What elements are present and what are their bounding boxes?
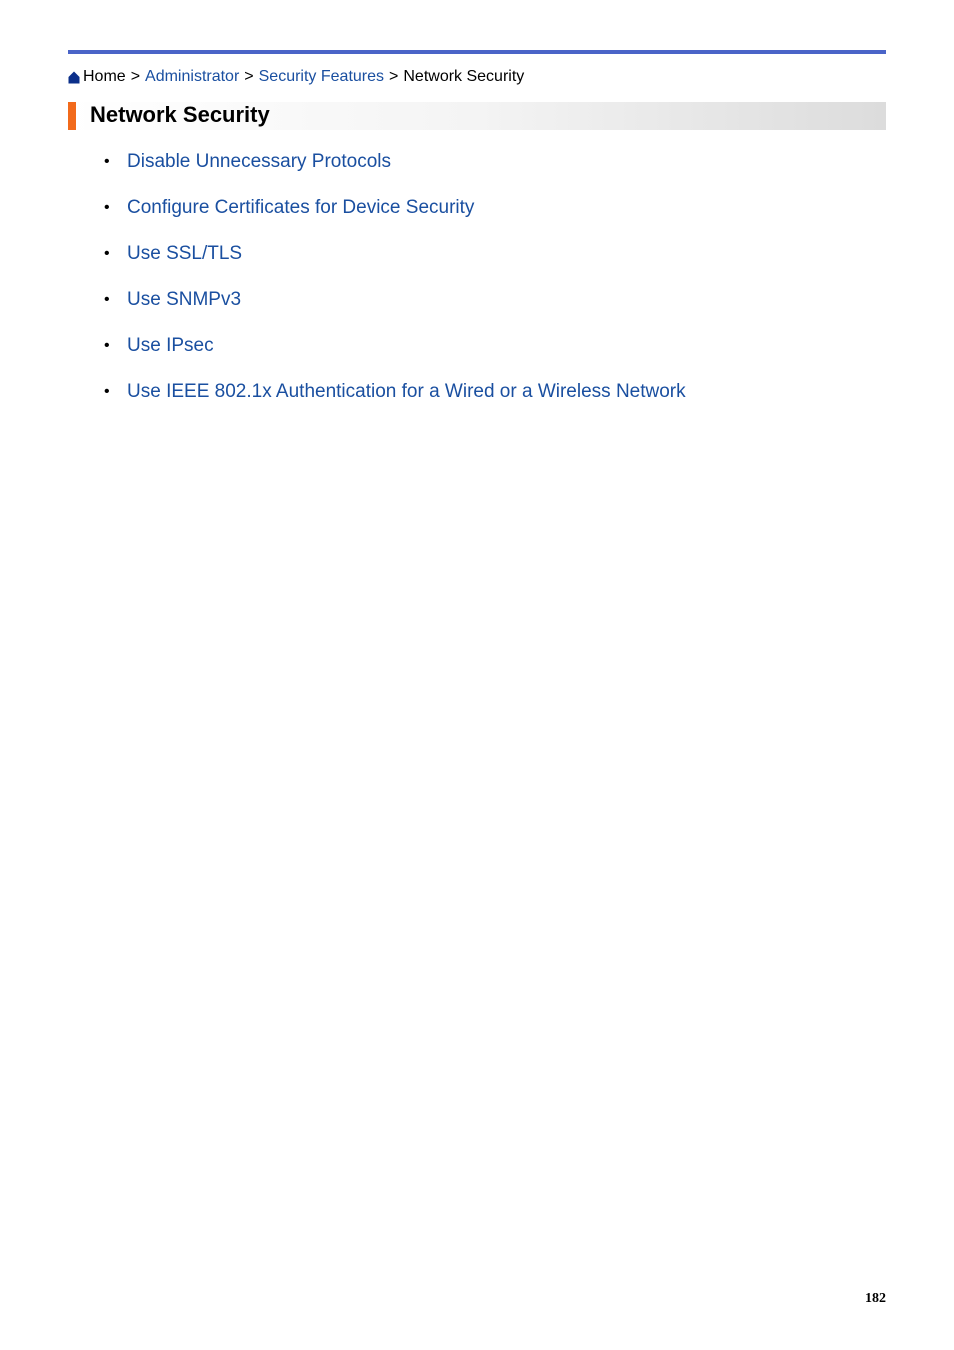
link-disable-unnecessary-protocols[interactable]: Disable Unnecessary Protocols [127, 151, 392, 172]
header-rule [68, 50, 886, 54]
link-use-ieee-8021x[interactable]: Use IEEE 802.1x Authentication for a Wired or a Wireless Network [127, 381, 686, 402]
breadcrumb-administrator-link[interactable]: Administrator [145, 68, 240, 85]
home-icon[interactable] [68, 71, 80, 84]
title-bar [68, 102, 886, 130]
bullet: • [104, 245, 110, 262]
title-accent-bar [68, 102, 76, 130]
page-number: 182 [865, 1291, 886, 1306]
bullet: • [104, 383, 110, 400]
bullet: • [104, 337, 110, 354]
breadcrumb-separator: > [389, 68, 399, 85]
list-item [104, 379, 686, 425]
list-item [104, 149, 686, 195]
list-item [104, 287, 686, 333]
breadcrumb-current: Network Security [403, 68, 525, 85]
link-configure-certificates[interactable]: Configure Certificates for Device Security [127, 197, 475, 218]
list-item [104, 333, 686, 379]
breadcrumb-home[interactable]: Home [83, 68, 126, 85]
bullet: • [104, 291, 110, 308]
page-title: Network Security [90, 102, 270, 127]
link-use-ssl-tls[interactable]: Use SSL/TLS [127, 243, 243, 264]
list-item [104, 241, 686, 287]
breadcrumb-separator: > [244, 68, 254, 85]
bullet: • [104, 199, 110, 216]
link-use-snmpv3[interactable]: Use SNMPv3 [127, 289, 242, 310]
bullet: • [104, 153, 110, 170]
topic-link-list [104, 149, 686, 425]
breadcrumb-security-features-link[interactable]: Security Features [258, 68, 385, 85]
breadcrumb [68, 67, 524, 87]
list-item [104, 195, 686, 241]
breadcrumb-separator: > [130, 68, 141, 85]
link-use-ipsec[interactable]: Use IPsec [127, 335, 214, 356]
